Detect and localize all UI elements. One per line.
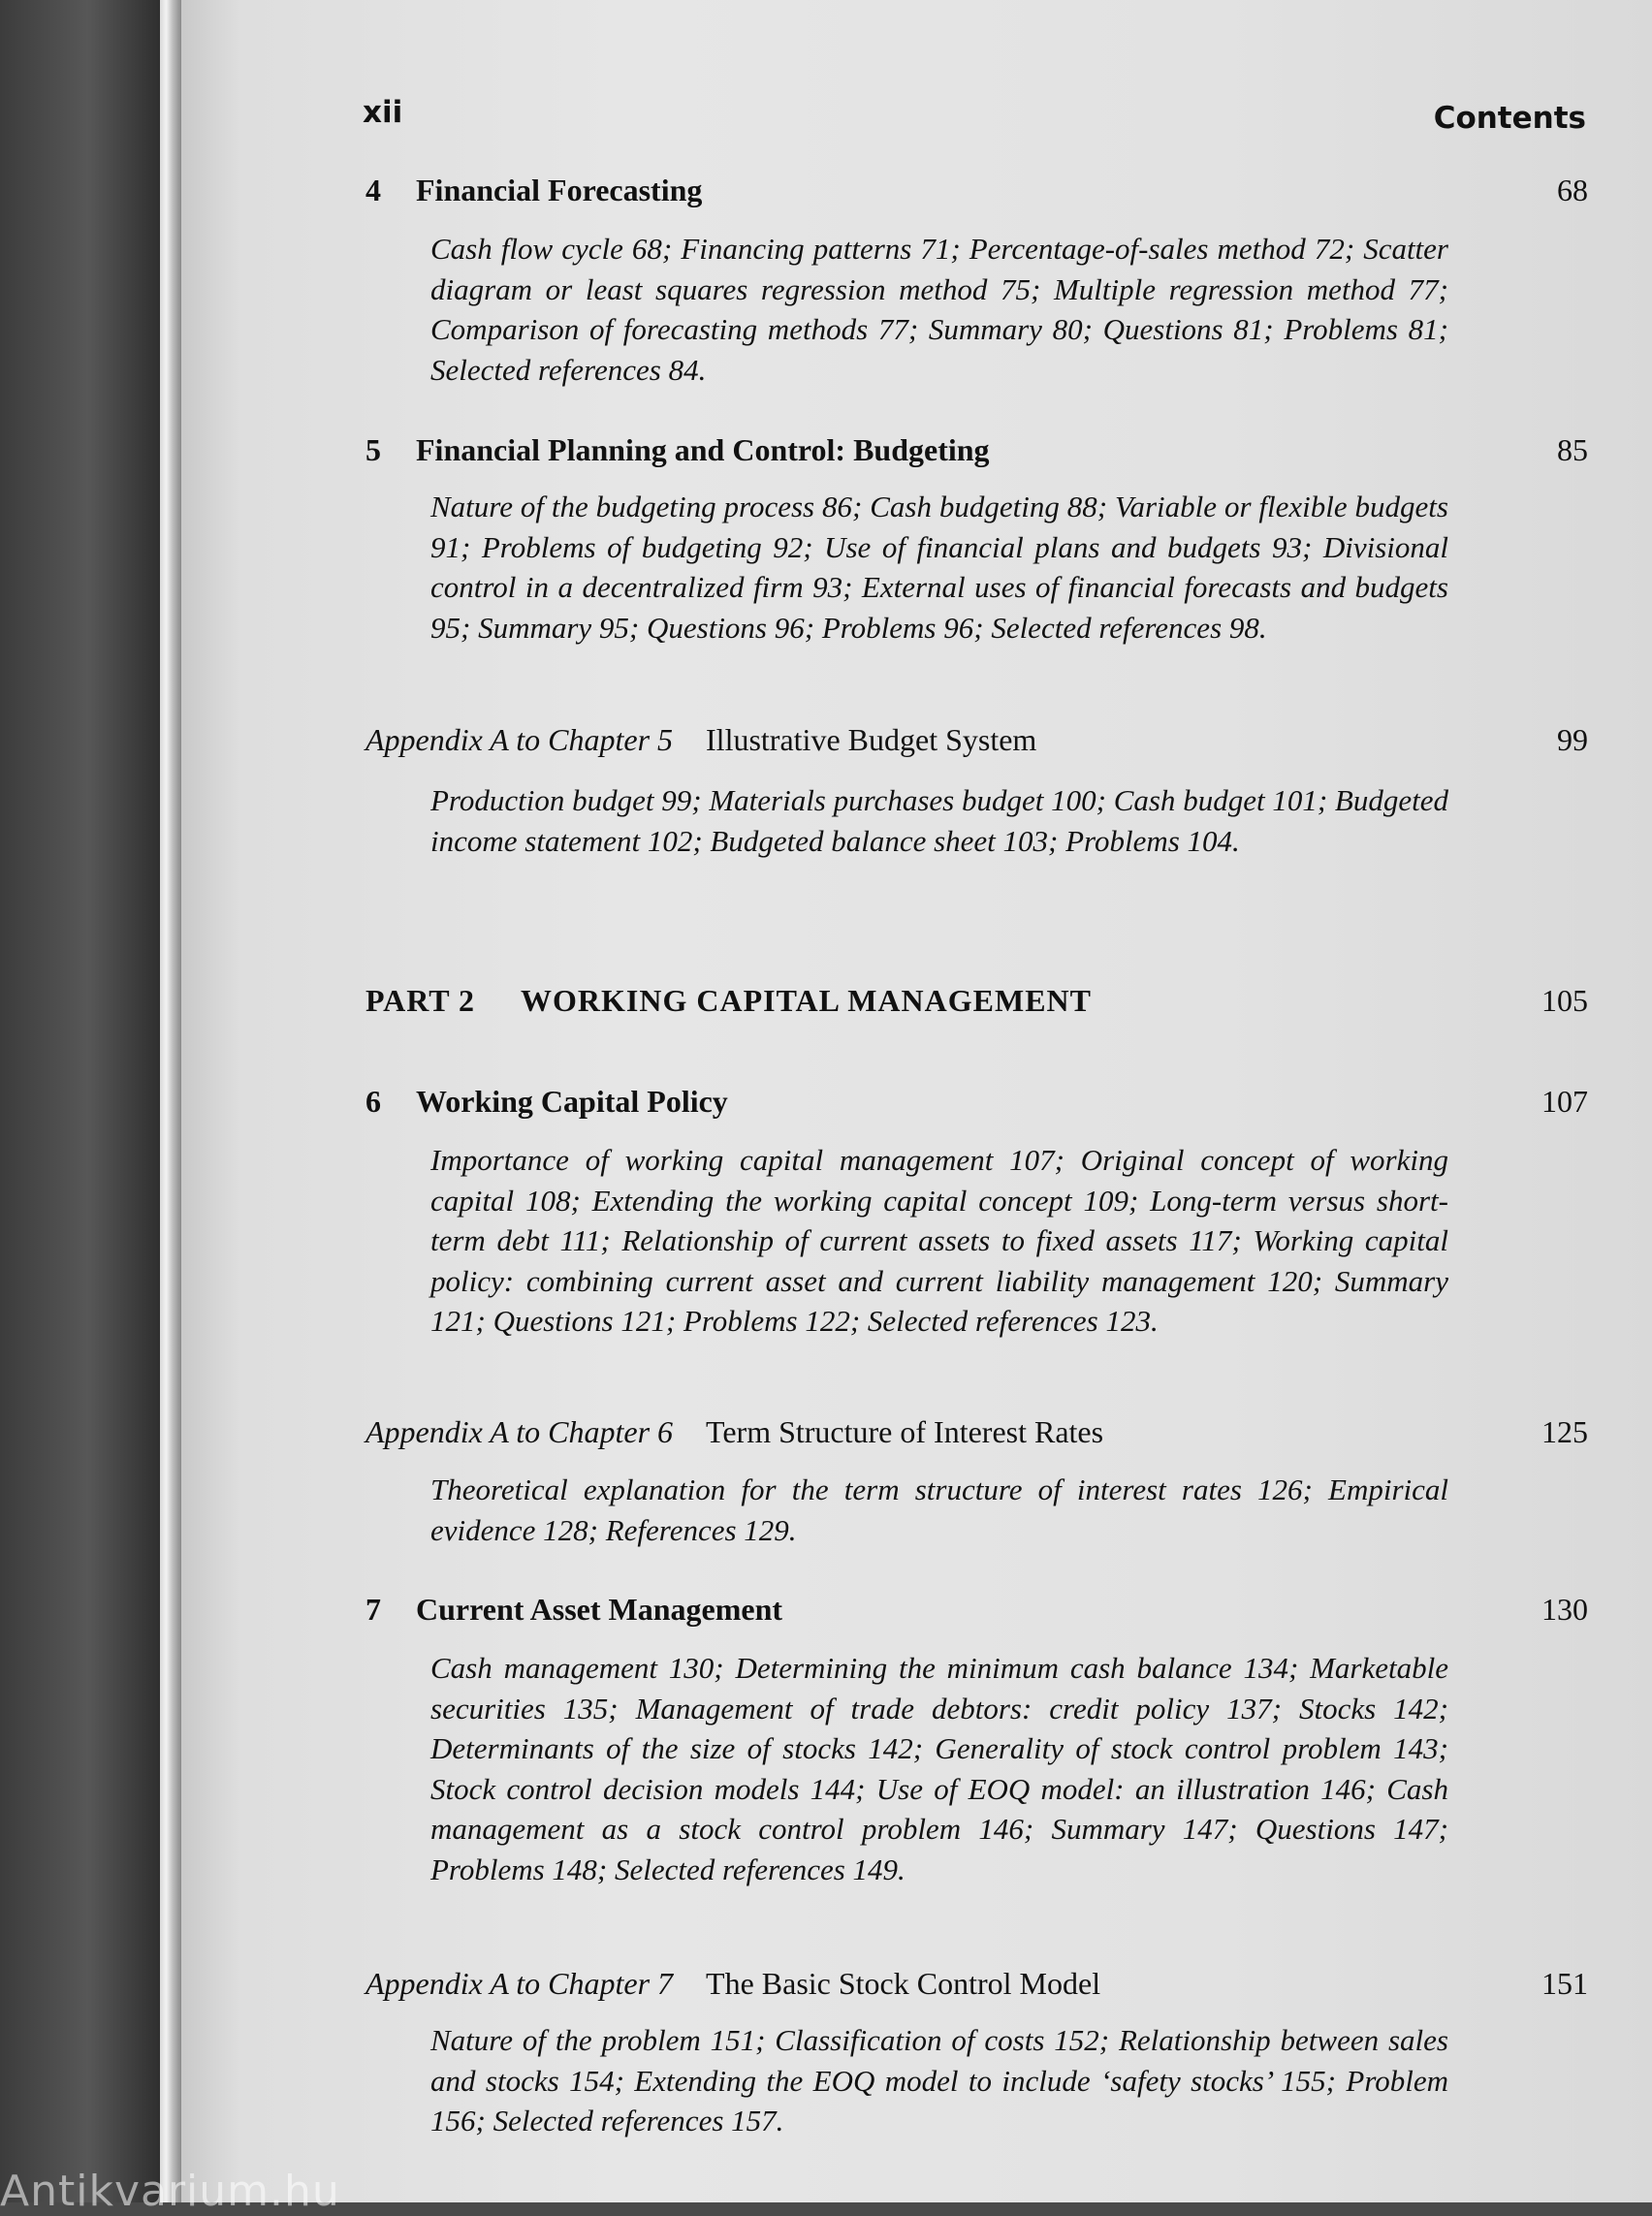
appendix-contents: Theoretical explanation for the term structure of interest rates 126; Empirical evidence 128; References 129. bbox=[430, 1472, 1448, 1547]
appendix-label: Appendix A to Chapter 6 bbox=[365, 1414, 674, 1449]
chapter-contents: Cash management 130; Determining the minimum cash balance 134; Marketable securities 135; Management of trade debtors: credit policy 137; Stocks 142; Determinants of the size of stocks 142; Generality of stock control problem 143; Stock control decision models 144; Use of EOQ model: an illustration 146; Cash management as a stock control problem 146; Summary 147; Questions 147; Problems 148; Selected references 149. bbox=[430, 1651, 1448, 1886]
chapter-number: 4 bbox=[365, 173, 381, 207]
book-spine bbox=[160, 0, 181, 2202]
toc-chapter-heading bbox=[365, 171, 1588, 209]
page-ref: 130 bbox=[1541, 1592, 1588, 1627]
appendix-contents: Nature of the problem 151; Classification of costs 152; Relationship between sales and stocks 154; Extending the EOQ model to include ‘safety stocks’ 155; Problem 156; Selected references 157. bbox=[430, 2023, 1448, 2137]
appendix-label: Appendix A to Chapter 7 bbox=[365, 1966, 674, 2001]
toc-appendix-heading bbox=[365, 1964, 1588, 2003]
running-header-title: Contents bbox=[1433, 101, 1586, 136]
appendix-title: Term Structure of Interest Rates bbox=[706, 1414, 1104, 1449]
page-number-header: xii bbox=[363, 95, 403, 130]
chapter-title: Working Capital Policy bbox=[416, 1084, 728, 1119]
toc-part-heading bbox=[365, 981, 1588, 1020]
toc-chapter-heading bbox=[365, 1590, 1588, 1629]
chapter-title: Financial Forecasting bbox=[416, 173, 703, 207]
part-number: PART 2 bbox=[365, 983, 476, 1018]
part-title: WORKING CAPITAL MANAGEMENT bbox=[521, 983, 1092, 1018]
watermark-text: Antikvarium.hu bbox=[0, 2167, 340, 2216]
chapter-number: 7 bbox=[365, 1592, 381, 1627]
toc-appendix-heading bbox=[365, 1412, 1588, 1451]
chapter-contents: Cash flow cycle 68; Financing patterns 71; Percentage-of-sales method 72; Scatter diagram or least squares regression method 75; Multiple regression method 77; Comparison of forecasting methods 77; Summary 80; Questions 81; Problems 81; Selected references 84. bbox=[430, 232, 1448, 387]
appendix-label: Appendix A to Chapter 5 bbox=[365, 722, 674, 757]
background-left bbox=[0, 0, 160, 2202]
appendix-title: The Basic Stock Control Model bbox=[706, 1966, 1101, 2001]
chapter-number: 6 bbox=[365, 1084, 381, 1119]
page-ref: 151 bbox=[1541, 1966, 1588, 2001]
appendix-title: Illustrative Budget System bbox=[706, 722, 1037, 757]
page-ref: 68 bbox=[1557, 173, 1588, 207]
toc-appendix-heading bbox=[365, 720, 1588, 759]
chapter-contents: Nature of the budgeting process 86; Cash budgeting 88; Variable or flexible budgets 91; Problems of budgeting 92; Use of financial plans and budgets 93; Divisional control in a decentralized firm 93; External uses of financial forecasts and budgets 95; Summary 95; Questions 96; Problems 96; Selected references 98. bbox=[430, 490, 1448, 645]
chapter-contents: Importance of working capital management 107; Original concept of working capital 108; Extending the working capital concept 109; Long-term versus short-term debt 111; Relationship of current assets to fixed assets 117; Working capital policy: combining current asset and current liability management 120; Summary 121; Questions 121; Problems 122; Selected references 123. bbox=[430, 1143, 1448, 1338]
chapter-title: Current Asset Management bbox=[416, 1592, 783, 1627]
page-ref: 107 bbox=[1541, 1084, 1588, 1119]
page-ref: 105 bbox=[1541, 983, 1588, 1018]
page-ref: 85 bbox=[1557, 432, 1588, 467]
chapter-number: 5 bbox=[365, 432, 381, 467]
chapter-title: Financial Planning and Control: Budgeting bbox=[416, 432, 990, 467]
page-ref: 125 bbox=[1541, 1414, 1588, 1449]
page-ref: 99 bbox=[1557, 722, 1588, 757]
toc-chapter-heading bbox=[365, 430, 1588, 469]
toc-chapter-heading bbox=[365, 1082, 1588, 1121]
appendix-contents: Production budget 99; Materials purchases budget 100; Cash budget 101; Budgeted income statement 102; Budgeted balance sheet 103; Problems 104. bbox=[430, 783, 1448, 858]
book-page bbox=[181, 0, 1652, 2202]
